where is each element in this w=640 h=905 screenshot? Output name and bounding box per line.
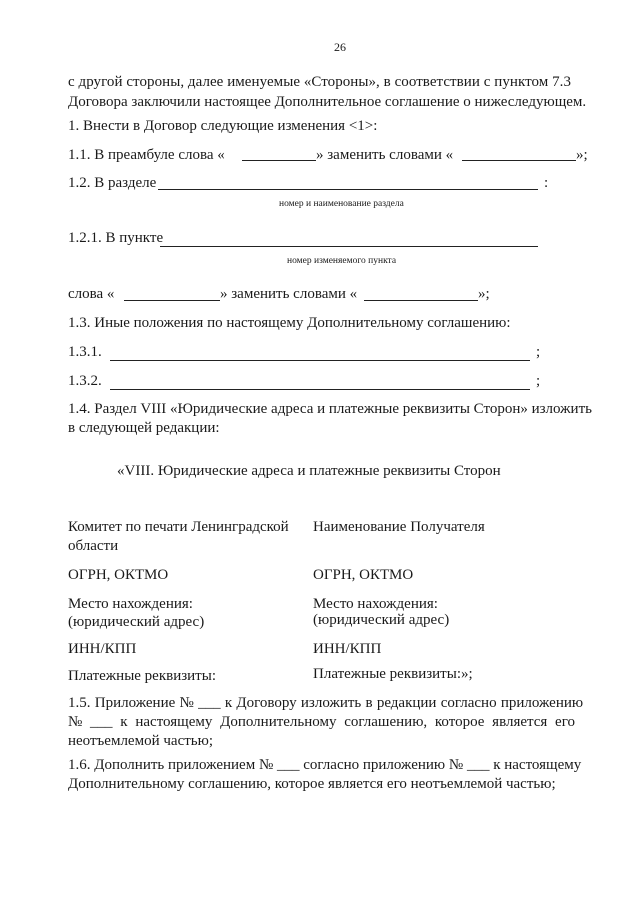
left-payment: Платежные реквизиты: xyxy=(68,668,216,684)
blank-line xyxy=(364,300,478,301)
item-1-5-line-1: 1.5. Приложение № ___ к Договору изложить в редакции согласно приложению xyxy=(68,695,584,711)
section-heading: «VIII. Юридические адреса и платежные реквизиты Сторон xyxy=(117,463,501,479)
item-1: 1. Внести в Договор следующие изменения <1>: xyxy=(68,118,378,134)
left-name-line-2: области xyxy=(68,538,119,554)
words-line-start: слова « xyxy=(68,286,115,302)
item-1-2-1-label: 1.2.1. В пункте xyxy=(68,230,164,246)
item-1-6-line-2: Дополнительному соглашению, которое является его неотъемлемой частью; xyxy=(68,776,556,792)
item-1-2-caption: номер и наименование раздела xyxy=(279,199,404,209)
item-1-3-1-end: ; xyxy=(536,344,541,360)
item-1-4-line-2: в следующей редакции: xyxy=(68,420,220,436)
blank-line xyxy=(242,160,316,161)
item-1-6-line-1: 1.6. Дополнить приложением № ___ согласно приложению № ___ к настоящему xyxy=(68,757,582,773)
left-inn: ИНН/КПП xyxy=(68,641,137,657)
item-1-2-colon: : xyxy=(544,175,549,191)
item-1-2-1-caption: номер изменяемого пункта xyxy=(287,256,397,266)
item-1-4-line-1: 1.4. Раздел VIII «Юридические адреса и платежные реквизиты Сторон» изложить xyxy=(68,401,592,417)
item-1-3-2-end: ; xyxy=(536,373,541,389)
intro-line-2: Договора заключили настоящее Дополнительное соглашение о нижеследующем. xyxy=(68,94,587,110)
left-location-line-2: (юридический адрес) xyxy=(68,614,205,630)
item-1-5-line-2: № ___ к настоящему Дополнительному соглашению, которое является его xyxy=(68,714,575,730)
right-location-line-2: (юридический адрес) xyxy=(313,612,450,628)
right-location-line-1: Место нахождения: xyxy=(313,596,438,612)
blank-line xyxy=(158,189,538,190)
words-line-end: »; xyxy=(478,286,490,302)
intro-line-1: с другой стороны, далее именуемые «Стороны», в соответствии с пунктом 7.3 xyxy=(68,74,572,90)
words-line-middle: » заменить словами « xyxy=(220,286,358,302)
item-1-1-end: »; xyxy=(576,147,588,163)
right-ogrn: ОГРН, ОКТМО xyxy=(313,567,414,583)
left-ogrn: ОГРН, ОКТМО xyxy=(68,567,169,583)
blank-line xyxy=(160,246,538,247)
item-1-2-label: 1.2. В разделе xyxy=(68,175,157,191)
page-number: 26 xyxy=(334,40,346,54)
item-1-3-2-label: 1.3.2. xyxy=(68,373,102,389)
blank-line xyxy=(110,389,530,390)
item-1-3-1-label: 1.3.1. xyxy=(68,344,102,360)
item-1-1-start: 1.1. В преамбуле слова « xyxy=(68,147,225,163)
right-payment: Платежные реквизиты:»; xyxy=(313,666,473,682)
blank-line xyxy=(110,360,530,361)
right-inn: ИНН/КПП xyxy=(313,641,382,657)
left-location-line-1: Место нахождения: xyxy=(68,596,193,612)
left-name-line-1: Комитет по печати Ленинградской xyxy=(68,519,289,535)
right-name-line-1: Наименование Получателя xyxy=(313,519,485,535)
item-1-3: 1.3. Иные положения по настоящему Дополнительному соглашению: xyxy=(68,315,511,331)
item-1-1-middle: » заменить словами « xyxy=(316,147,454,163)
blank-line xyxy=(462,160,576,161)
blank-line xyxy=(124,300,220,301)
item-1-5-line-3: неотъемлемой частью; xyxy=(68,733,213,749)
